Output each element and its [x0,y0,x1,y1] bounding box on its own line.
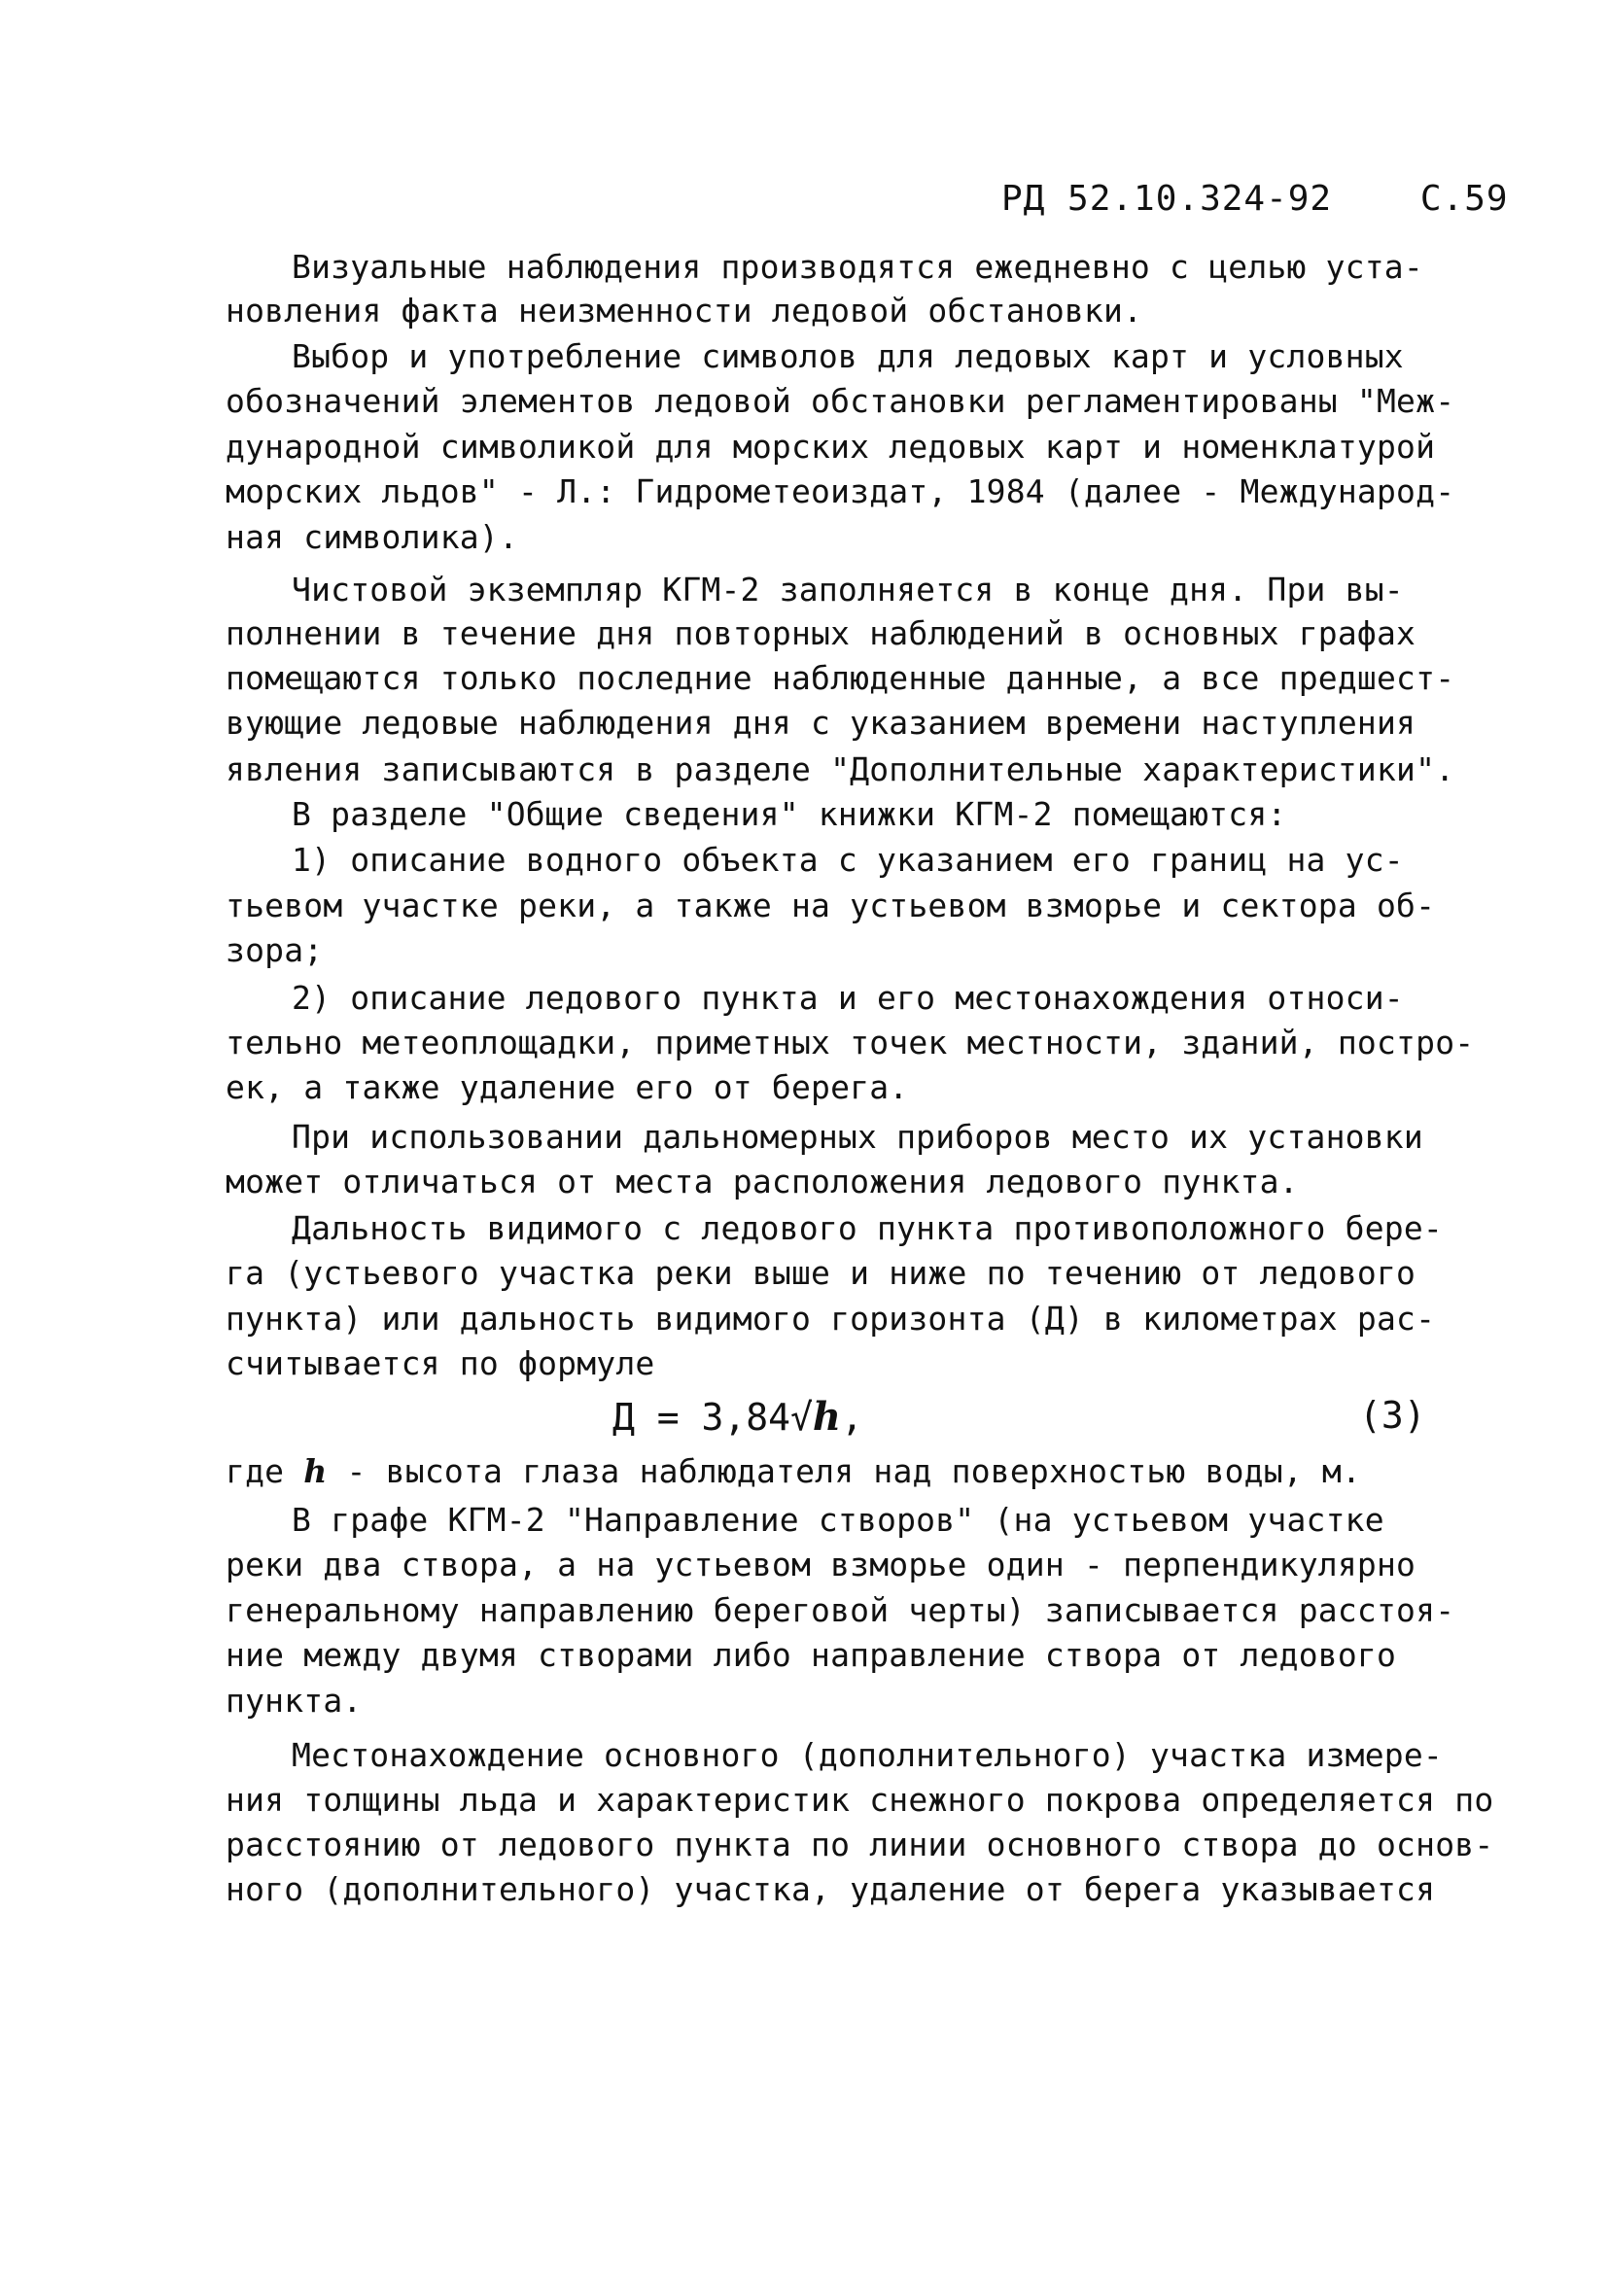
where-variable-h: h [303,1452,328,1490]
text-line-1: Визуальные наблюдения производятся ежедневно с целью уста- [292,248,1423,286]
formula-number: (3) [1359,1394,1426,1437]
formula-explanation-line [226,1452,1361,1491]
text-line-33: расстоянию от ледового пункта по линии основного створа до основ- [226,1826,1494,1863]
text-line-16: зора; [226,931,324,969]
document-id: РД 52.10.324-92 [1001,179,1333,219]
text-line-34: ного (дополнительного) участка, удаление от берега указывается [226,1870,1436,1908]
text-line-28: генеральному направлению береговой черты) записывается расстоя- [226,1591,1455,1629]
text-line-27: реки два створа, а на устьевом взморье один - перпендикулярно [226,1546,1416,1583]
text-line-10: помещаются только последние наблюденные данные, а все предшест- [226,659,1455,697]
page-number: С.59 [1419,179,1509,219]
text-line-2: новления факта неизменности ледовой обстановки. [226,292,1143,330]
text-line-6: морских льдов" - Л.: Гидрометеоиздат, 1984 (далее - Международ- [226,472,1455,510]
text-line-25: считывается по формуле [226,1344,655,1382]
text-line-4: обозначений элементов ледовой обстановки регламентированы "Меж- [226,382,1455,420]
text-line-32: ния толщины льда и характеристик снежного покрова определяется по [226,1781,1494,1819]
where-prefix: где [226,1452,285,1490]
text-line-29: ние между двумя створами либо направление створа от ледового [226,1636,1397,1674]
text-line-13: В разделе "Общие сведения" книжки КГМ-2 помещаются: [292,795,1287,833]
text-line-7: ная символика). [226,518,519,556]
text-line-11: вующие ледовые наблюдения дня с указанием времени наступления [226,704,1416,742]
text-line-20: При использовании дальномерных приборов место их установки [292,1118,1423,1156]
text-line-3: Выбор и употребление символов для ледовых карт и условных [292,337,1404,375]
text-line-21: может отличаться от места расположения ледового пункта. [226,1163,1299,1200]
text-line-14: 1) описание водного объекта с указанием его границ на ус- [292,841,1404,879]
text-line-26: В графе КГМ-2 "Направление створов" (на устьевом участке [292,1501,1384,1539]
formula-right: , [841,1396,863,1439]
distance-formula [612,1394,863,1440]
text-line-30: пункта. [226,1682,363,1720]
text-line-24: пункта) или дальность видимого горизонта (Д) в километрах рас- [226,1300,1436,1338]
text-line-19: ек, а также удаление его от берега. [226,1068,909,1106]
text-line-8: Чистовой экземпляр КГМ-2 заполняется в конце дня. При вы- [292,571,1404,609]
text-line-23: га (устьевого участка реки выше и ниже по течению от ледового [226,1254,1416,1292]
text-line-22: Дальность видимого с ледового пункта противоположного бере- [292,1209,1443,1247]
text-line-17: 2) описание ледового пункта и его местонахождения относи- [292,979,1404,1017]
page-header [1001,179,1509,219]
text-line-15: тьевом участке реки, а также на устьевом взморье и сектора об- [226,887,1436,924]
formula-left: Д = 3,84 [612,1396,791,1439]
sqrt-sign: √ [790,1396,813,1439]
text-line-12: явления записываются в разделе "Дополнительные характеристики". [226,750,1455,788]
text-line-31: Местонахождение основного (дополнительного) участка измере- [292,1736,1443,1774]
text-line-9: полнении в течение дня повторных наблюдений в основных графах [226,614,1416,652]
header-spacer [1354,179,1398,219]
where-text: - высота глаза наблюдателя над поверхностью воды, м. [327,1452,1362,1490]
text-line-5: дународной символикой для морских ледовых карт и номенклатурой [226,428,1436,466]
text-line-18: тельно метеоплощадки, приметных точек местности, зданий, постро- [226,1024,1475,1061]
formula-variable-h: h [812,1394,842,1440]
